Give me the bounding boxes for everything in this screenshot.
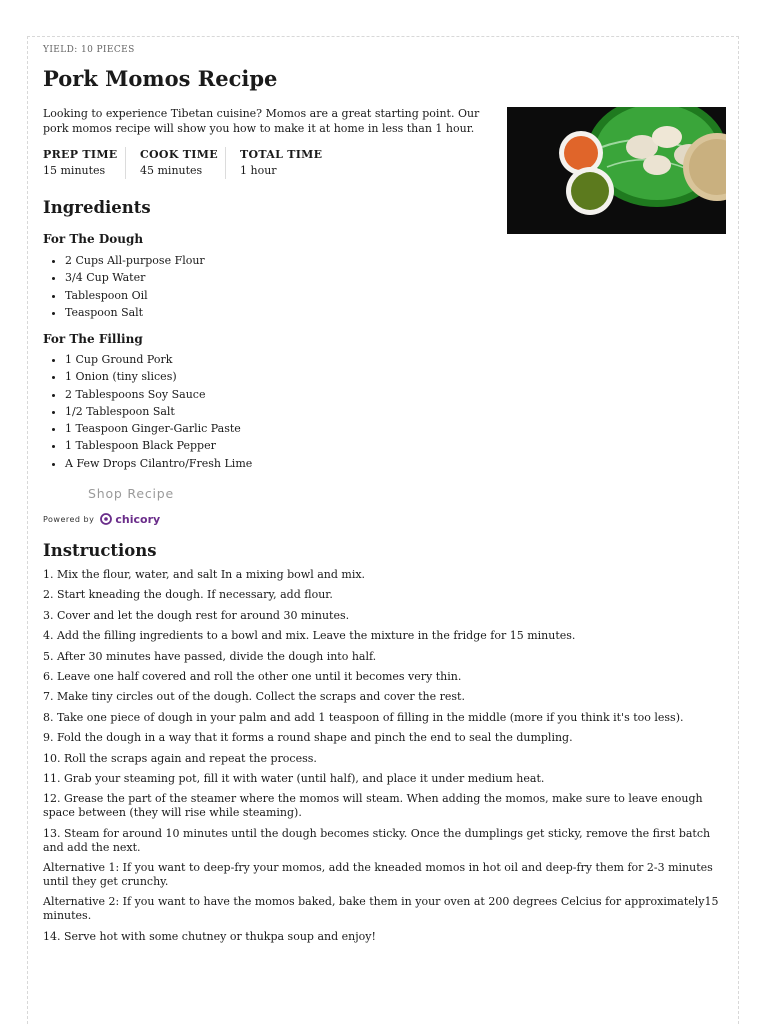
instruction-step: 7. Make tiny circles out of the dough. Collect the scraps and cover the rest. [43, 690, 465, 704]
instruction-step: 4. Add the filling ingredients to a bowl and mix. Leave the mixture in the fridge for 15 minutes. [43, 629, 576, 643]
list-item: • Tablespoon Oil [65, 287, 205, 304]
instruction-step: 12. Grease the part of the steamer where the momos will steam. When adding the momos, make sure to leave enough space between (they will rise while steaming). [43, 792, 703, 820]
chicory-logo[interactable] [100, 513, 160, 526]
filling-heading: For The Filling [43, 332, 143, 346]
list-item: • 1 Cup Ground Pork [65, 351, 252, 368]
powered-by-chicory[interactable] [43, 511, 160, 527]
cook-time-value: 45 minutes [140, 164, 203, 177]
cook-time [125, 147, 240, 179]
total-time [225, 147, 340, 179]
list-item: • 1 Tablespoon Black Pepper [65, 437, 252, 454]
dough-list [43, 252, 205, 321]
instruction-step: 5. After 30 minutes have passed, divide the dough into half. [43, 649, 377, 663]
instructions-list [43, 568, 727, 950]
recipe-intro: Looking to experience Tibetan cuisine? Momos are a great starting point. Our pork momos recipe will show you how to make it at home in less than 1 hour. [43, 107, 480, 135]
dough-heading: For The Dough [43, 232, 144, 246]
instruction-step: 8. Take one piece of dough in your palm and add 1 teaspoon of filling in the middle (more if you think it's too less). [43, 710, 684, 724]
prep-time-value: 15 minutes [43, 164, 106, 177]
list-item: • 1/2 Tablespoon Salt [65, 403, 252, 420]
instruction-step: 9. Fold the dough in a way that it forms a round shape and pinch the end to seal the dumpling. [43, 731, 573, 745]
prep-time [43, 147, 125, 179]
list-item: • Teaspoon Salt [65, 304, 205, 321]
list-item: • 2 Cups All-purpose Flour [65, 252, 205, 269]
powered-by-label: Powered by [43, 514, 95, 524]
prep-time-label: PREP TIME [43, 148, 118, 161]
recipe-title: Pork Momos Recipe [43, 66, 278, 91]
list-item: • 1 Teaspoon Ginger-Garlic Paste [65, 420, 252, 437]
recipe-photo [507, 107, 726, 234]
list-item: • 1 Onion (tiny slices) [65, 368, 252, 385]
list-item: • A Few Drops Cilantro/Fresh Lime [65, 455, 252, 472]
instruction-step: Alternative 2: If you want to have the momos baked, bake them in your oven at 200 degrees Celcius for approximately15 minutes. [43, 895, 719, 923]
ingredients-heading: Ingredients [43, 198, 151, 217]
instruction-step: 13. Steam for around 10 minutes until the dough becomes sticky. Once the dumplings get sticky, remove the first batch and add the next. [43, 826, 711, 854]
list-item: • 2 Tablespoons Soy Sauce [65, 386, 252, 403]
chicory-icon [100, 513, 112, 525]
instruction-step: 3. Cover and let the dough rest for around 30 minutes. [43, 608, 350, 622]
instruction-step: 2. Start kneading the dough. If necessary, add flour. [43, 588, 333, 602]
cook-time-label: COOK TIME [140, 148, 218, 161]
total-time-label: TOTAL TIME [240, 148, 323, 161]
instruction-step: 10. Roll the scraps again and repeat the process. [43, 751, 317, 765]
instruction-step: 11. Grab your steaming pot, fill it with water (until half), and place it under medium heat. [43, 771, 545, 785]
chicory-wordmark: chicory [115, 512, 161, 526]
total-time-value: 1 hour [240, 164, 277, 177]
list-item: • 3/4 Cup Water [65, 269, 205, 286]
instruction-step: 1. Mix the flour, water, and salt In a mixing bowl and mix. [43, 568, 366, 581]
instructions-heading: Instructions [43, 541, 157, 560]
instruction-step: 14. Serve hot with some chutney or thukpa soup and enjoy! [43, 929, 376, 943]
filling-list [43, 351, 252, 472]
momos-photo-illustration [507, 107, 726, 234]
instruction-step: 6. Leave one half covered and roll the other one until it becomes very thin. [43, 669, 462, 683]
instruction-step: Alternative 1: If you want to deep-fry your momos, add the kneaded momos in hot oil and deep-fry them for 2-3 minutes until they get crunchy. [43, 861, 713, 889]
recipe-yield: YIELD: 10 PIECES [43, 45, 135, 55]
shop-recipe-button[interactable]: Shop Recipe [88, 486, 174, 501]
